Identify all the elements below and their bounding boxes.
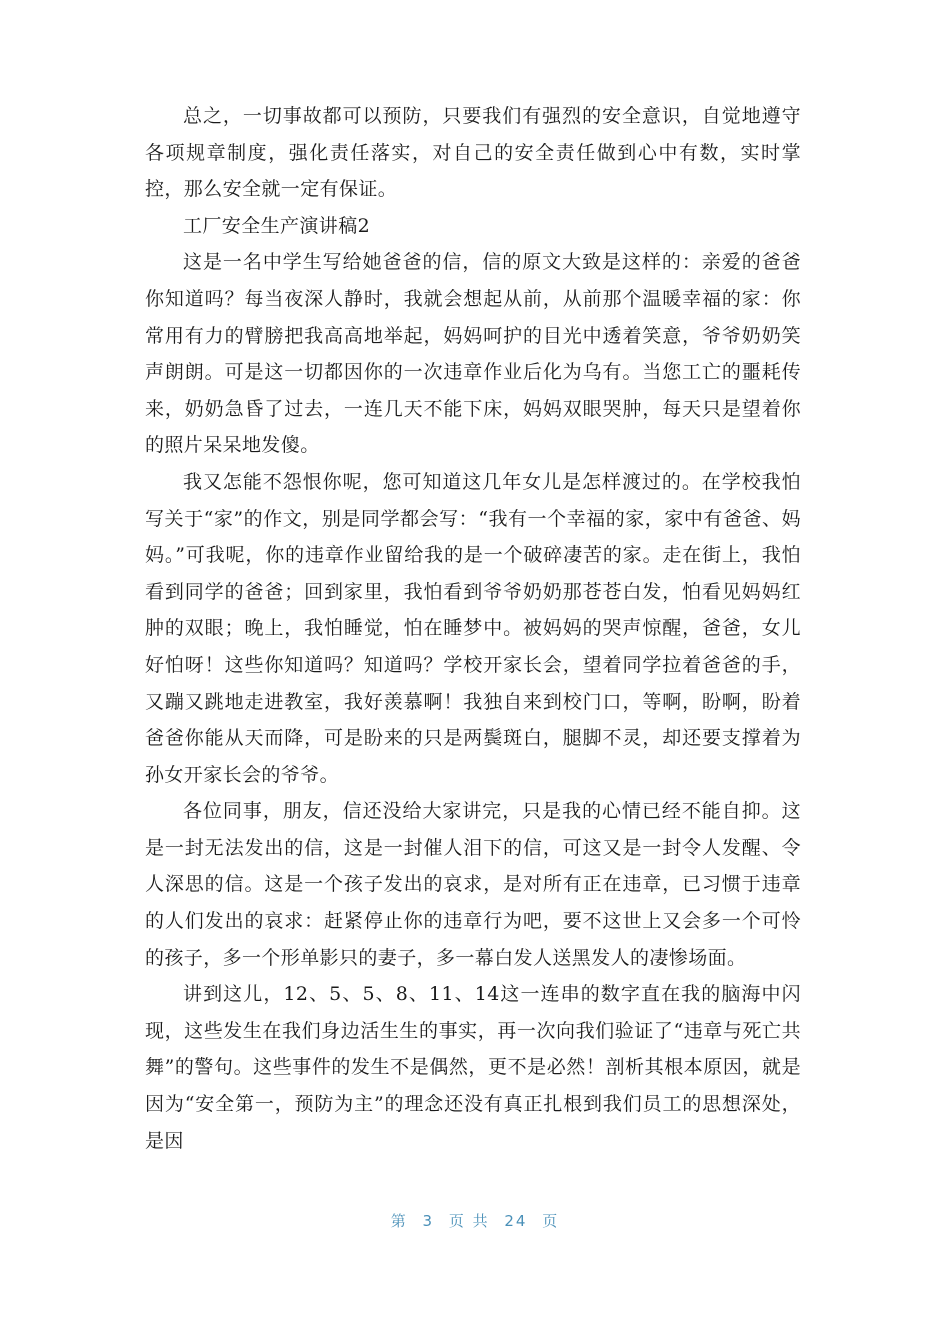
footer-prefix: 第	[390, 1212, 408, 1230]
page-number-footer	[0, 1210, 950, 1231]
footer-total-pages: 24	[504, 1212, 528, 1230]
footer-current-page: 3	[422, 1212, 435, 1230]
paragraph-conclusion: 总之，一切事故都可以预防，只要我们有强烈的安全意识，自觉地遵守各项规章制度，强化责任落实，对自己的安全责任做到心中有数，实时掌控，那么安全就一定有保证。	[145, 105, 801, 201]
paragraph-letter-body: 我又怎能不怨恨你呢，您可知道这几年女儿是怎样渡过的。在学校我怕写关于“家”的作文，别是同学都会写：“我有一个幸福的家，家中有爸爸、妈妈。”可我呢，你的违章作业留给我的是一个破碎凄苦的家。走在街上，我怕看到同学的爸爸；回到家里，我怕看到爷爷奶奶那苍苍白发，怕看见妈妈红肿的双眼；晚上，我怕睡觉，怕在睡梦中。被妈妈的哭声惊醒，爸爸，女儿好怕呀！这些你知道吗？知道吗？学校开家长会，望着同学拉着爸爸的手，又蹦又跳地走进教室，我好羡慕啊！我独自来到校门口，等啊，盼啊，盼着爸爸你能从天而降，可是盼来的只是两鬓斑白，腿脚不灵，却还要支撑着为孙女开家长会的爷爷。	[145, 470, 801, 786]
paragraph-analysis: 讲到这儿，12、5、5、8、11、14这一连串的数字直在我的脑海中闪现，这些发生在我们身边活生生的事实，再一次向我们验证了“违章与死亡共舞”的警句。这些事件的发生不是偶然，更不是必然！剖析其根本原因，就是因为“安全第一，预防为主”的理念还没有真正扎根到我们员工的思想深处，是因	[145, 983, 801, 1152]
footer-middle: 页 共	[448, 1212, 490, 1230]
section-heading: 工厂安全生产演讲稿2	[183, 214, 371, 237]
document-body	[145, 98, 801, 1159]
paragraph-letter-intro: 这是一名中学生写给她爸爸的信，信的原文大致是这样的：亲爱的爸爸你知道吗？每当夜深人静时，我就会想起从前，从前那个温暖幸福的家：你常用有力的臂膀把我高高地举起，妈妈呵护的目光中透着笑意，爷爷奶奶笑声朗朗。可是这一切都因你的一次违章作业后化为乌有。当您工亡的噩耗传来，奶奶急昏了过去，一连几天不能下床，妈妈双眼哭肿，每天只是望着你的照片呆呆地发傻。	[145, 251, 801, 457]
footer-suffix: 页	[542, 1212, 560, 1230]
paragraph-reflection: 各位同事，朋友，信还没给大家讲完，只是我的心情已经不能自抑。这是一封无法发出的信，这是一封催人泪下的信，可这又是一封令人发醒、令人深思的信。这是一个孩子发出的哀求，是对所有正在违章，已习惯于违章的人们发出的哀求：赶紧停止你的违章行为吧，要不这世上又会多一个可怜的孩子，多一个形单影只的妻子，多一幕白发人送黑发人的凄惨场面。	[145, 800, 801, 969]
